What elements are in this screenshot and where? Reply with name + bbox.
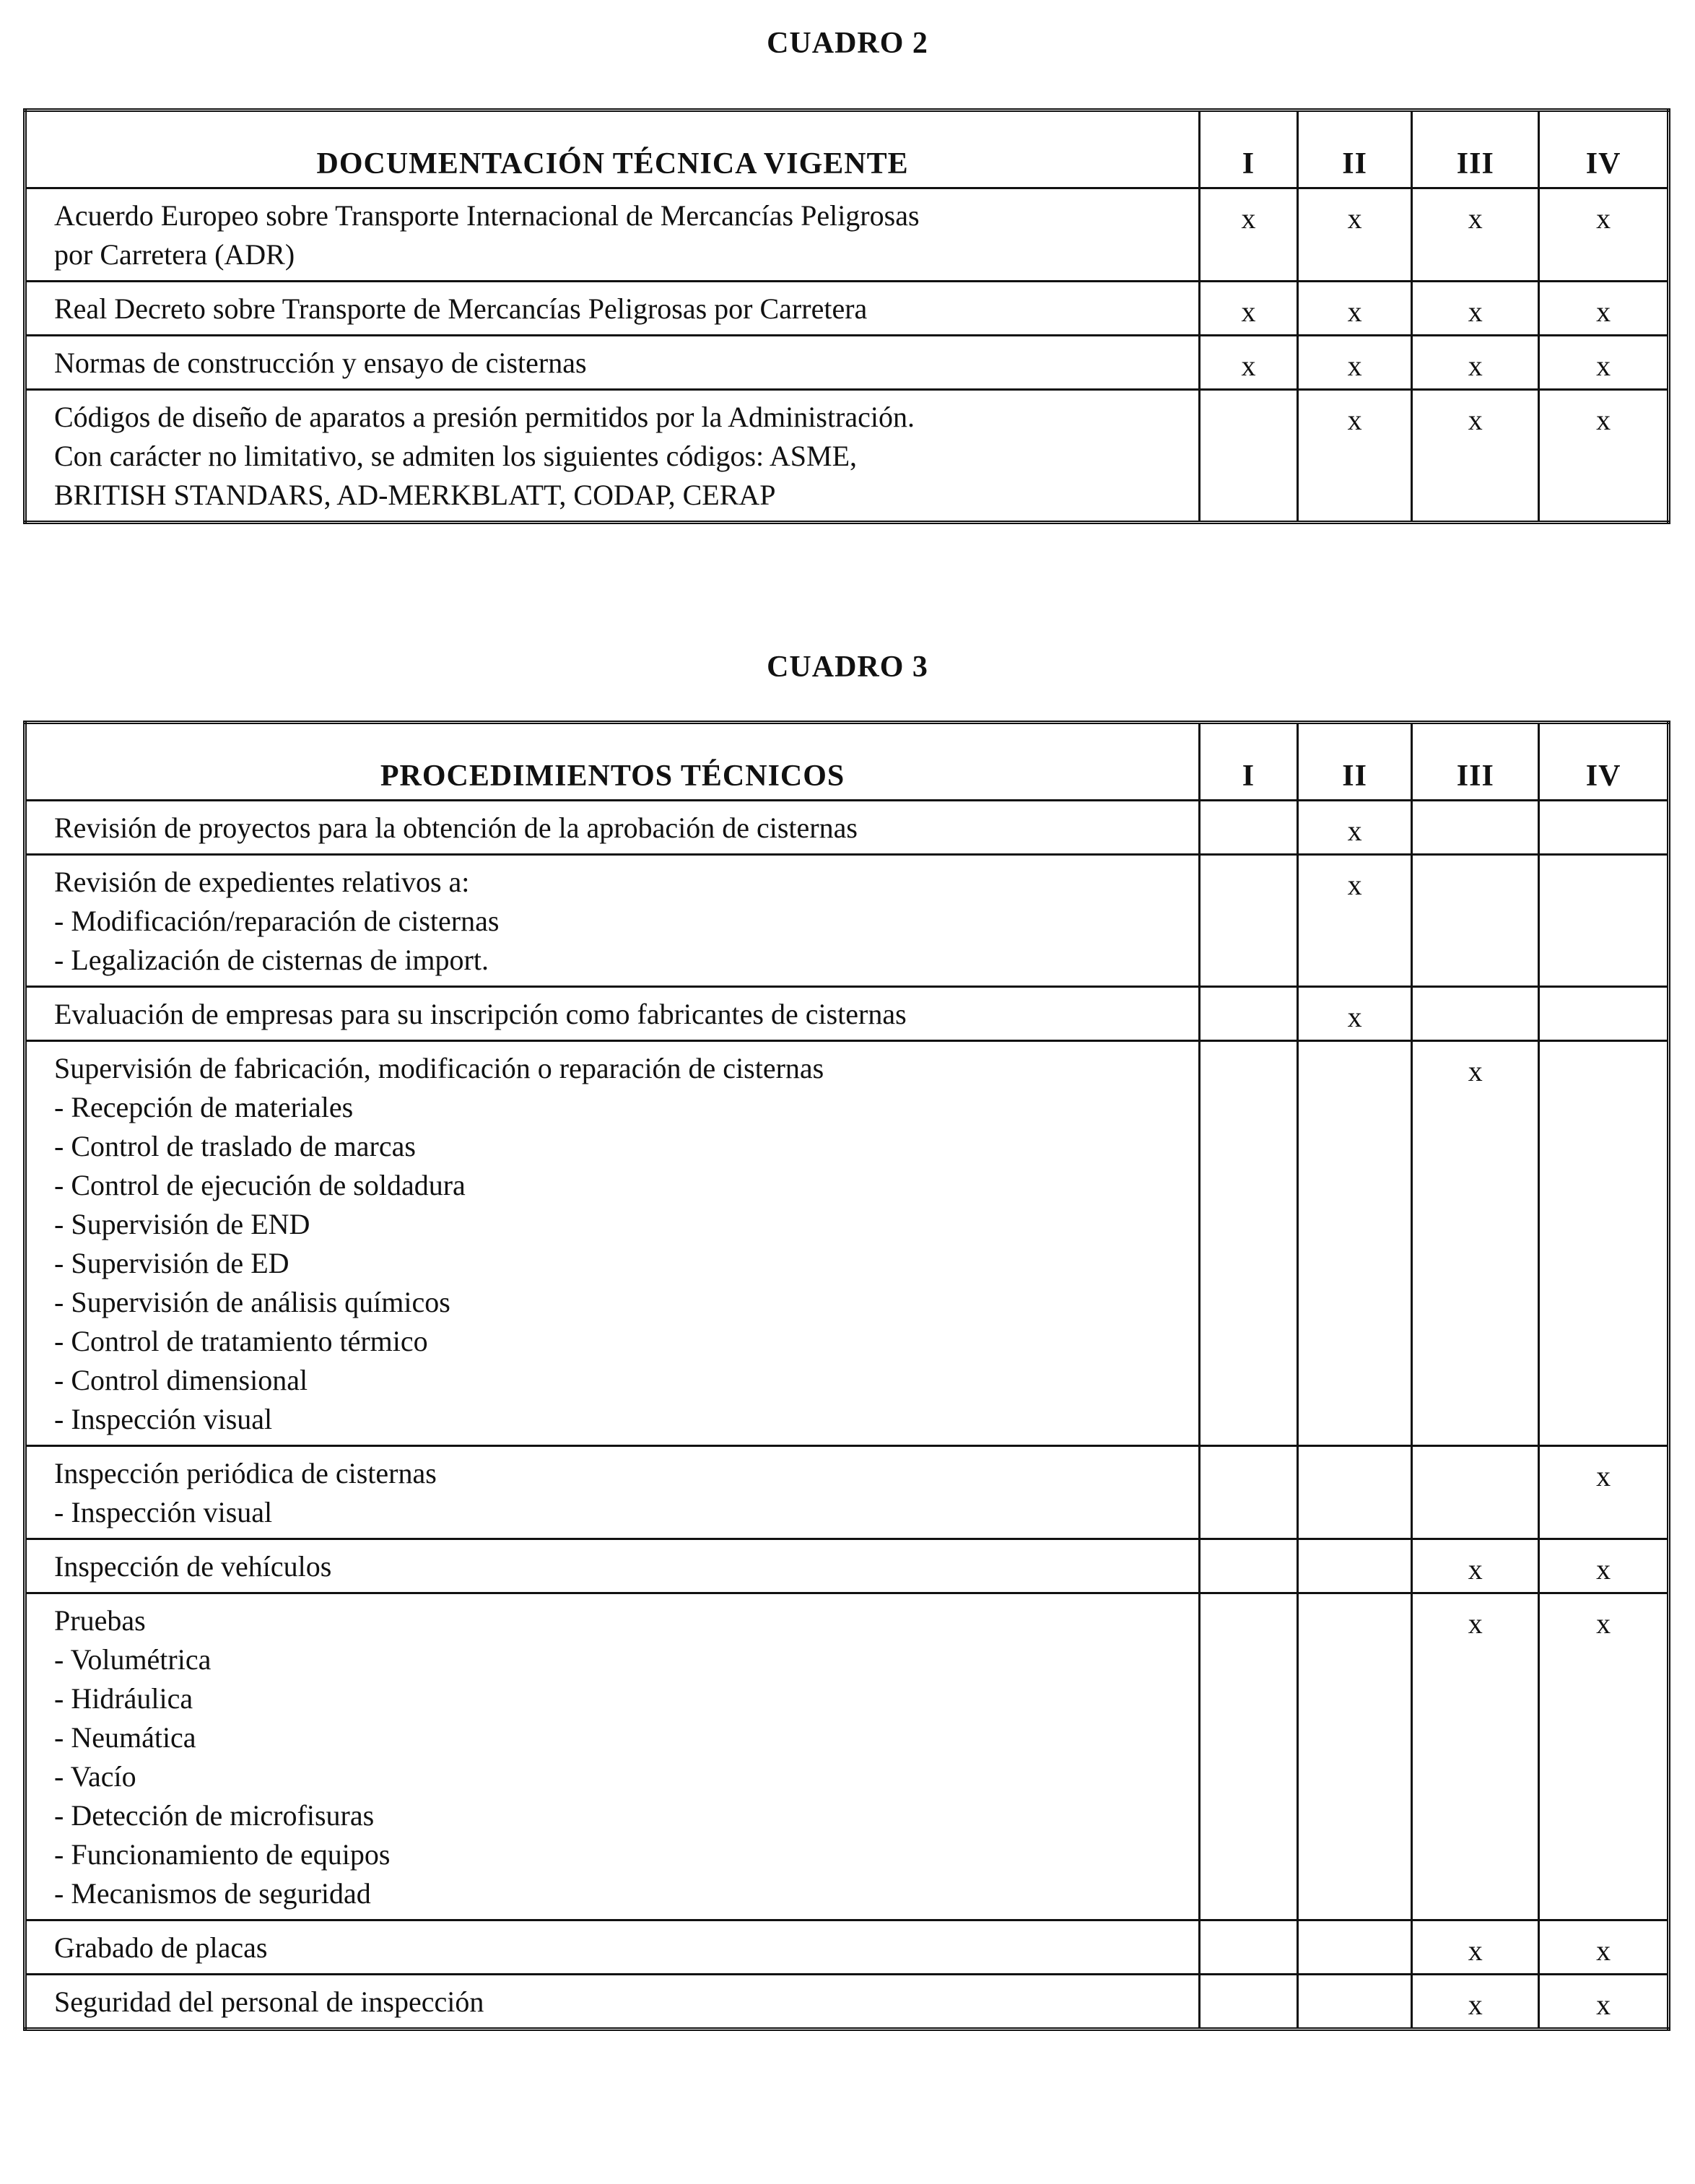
description-line: - Modificación/reparación de cisternas [54, 905, 500, 937]
column-header-title: DOCUMENTACIÓN TÉCNICA VIGENTE [25, 110, 1200, 188]
level-mark-cell: x [1412, 1975, 1539, 2029]
header-row [25, 110, 1669, 188]
description-line: - Control de ejecución de soldadura [54, 1169, 466, 1201]
level-mark-cell [1200, 801, 1298, 855]
description-line: BRITISH STANDARS, AD-MERKBLATT, CODAP, CERAP [54, 479, 776, 511]
level-mark-cell: x [1539, 1539, 1669, 1593]
row-description [25, 1975, 1200, 2029]
row-description [25, 390, 1200, 523]
level-mark-cell [1200, 390, 1298, 523]
column-header-level: I [1200, 110, 1298, 188]
cuadro-3-caption: CUADRO 3 [767, 651, 928, 684]
description-line: - Control de traslado de marcas [54, 1130, 416, 1162]
column-header-level: IV [1539, 723, 1669, 801]
level-mark-cell [1412, 987, 1539, 1041]
column-header-level: II [1297, 723, 1412, 801]
level-mark-cell: x [1297, 390, 1412, 523]
level-mark-cell: x [1539, 390, 1669, 523]
level-mark-cell [1412, 801, 1539, 855]
description-line: - Control dimensional [54, 1364, 308, 1396]
level-mark-cell [1539, 1041, 1669, 1446]
level-mark-cell [1297, 1975, 1412, 2029]
column-header-level: II [1297, 110, 1412, 188]
description-line: - Mecanismos de seguridad [54, 1877, 371, 1910]
level-mark-cell [1200, 1539, 1298, 1593]
level-mark-cell: x [1412, 336, 1539, 390]
column-header-level: I [1200, 723, 1298, 801]
description-line: Real Decreto sobre Transporte de Mercancías Peligrosas por Carretera [54, 292, 868, 325]
table-row [25, 390, 1669, 523]
level-mark-cell: x [1539, 188, 1669, 282]
level-mark-cell: x [1412, 1920, 1539, 1975]
level-mark-cell: x [1539, 1446, 1669, 1539]
level-mark-cell: x [1539, 1593, 1669, 1920]
row-description [25, 282, 1200, 336]
description-line: Grabado de placas [54, 1931, 268, 1964]
table-row [25, 1539, 1669, 1593]
description-line: Pruebas [54, 1604, 146, 1637]
description-line: Seguridad del personal de inspección [54, 1985, 484, 2018]
level-mark-cell: x [1200, 282, 1298, 336]
description-line: Acuerdo Europeo sobre Transporte Internacional de Mercancías Peligrosas [54, 199, 920, 232]
description-line: - Supervisión de análisis químicos [54, 1286, 450, 1318]
row-description [25, 1593, 1200, 1920]
table-row [25, 1041, 1669, 1446]
level-mark-cell [1200, 1593, 1298, 1920]
table-row [25, 855, 1669, 987]
level-mark-cell: x [1539, 336, 1669, 390]
level-mark-cell: x [1412, 390, 1539, 523]
level-mark-cell: x [1297, 188, 1412, 282]
level-mark-cell [1200, 1920, 1298, 1975]
table-row [25, 1920, 1669, 1975]
level-mark-cell [1539, 987, 1669, 1041]
description-line: Inspección periódica de cisternas [54, 1457, 437, 1489]
level-mark-cell: x [1297, 987, 1412, 1041]
description-line: - Supervisión de ED [54, 1247, 289, 1279]
level-mark-cell: x [1412, 1539, 1539, 1593]
row-description [25, 188, 1200, 282]
header-row [25, 723, 1669, 801]
level-mark-cell: x [1297, 336, 1412, 390]
cuadro-2-caption: CUADRO 2 [767, 27, 928, 60]
level-mark-cell [1297, 1446, 1412, 1539]
row-description [25, 336, 1200, 390]
level-mark-cell [1297, 1539, 1412, 1593]
level-mark-cell: x [1200, 336, 1298, 390]
description-line: Evaluación de empresas para su inscripción como fabricantes de cisternas [54, 998, 907, 1030]
description-line: Inspección de vehículos [54, 1550, 332, 1583]
level-mark-cell [1200, 987, 1298, 1041]
level-mark-cell [1200, 1446, 1298, 1539]
table-row [25, 336, 1669, 390]
description-line: - Funcionamiento de equipos [54, 1838, 391, 1871]
table-row [25, 801, 1669, 855]
description-line: Con carácter no limitativo, se admiten los siguientes códigos: ASME, [54, 440, 858, 472]
level-mark-cell [1200, 1041, 1298, 1446]
level-mark-cell [1539, 801, 1669, 855]
level-mark-cell: x [1412, 282, 1539, 336]
description-line: - Control de tratamiento térmico [54, 1325, 428, 1357]
level-mark-cell [1200, 855, 1298, 987]
row-description [25, 987, 1200, 1041]
row-description [25, 855, 1200, 987]
table-row [25, 282, 1669, 336]
level-mark-cell: x [1539, 1920, 1669, 1975]
column-header-title: PROCEDIMIENTOS TÉCNICOS [25, 723, 1200, 801]
table-row [25, 987, 1669, 1041]
level-mark-cell: x [1200, 188, 1298, 282]
level-mark-cell [1412, 1446, 1539, 1539]
description-line: - Inspección visual [54, 1403, 273, 1435]
description-line: - Inspección visual [54, 1496, 273, 1528]
row-description [25, 1041, 1200, 1446]
description-line: - Supervisión de END [54, 1208, 310, 1240]
description-line: - Neumática [54, 1721, 196, 1754]
row-description [25, 1539, 1200, 1593]
cuadro-2-table [23, 108, 1670, 524]
level-mark-cell [1412, 855, 1539, 987]
cuadro-3-table [23, 721, 1670, 2031]
description-line: - Recepción de materiales [54, 1091, 354, 1123]
description-line: - Hidráulica [54, 1682, 193, 1715]
column-header-level: III [1412, 110, 1539, 188]
description-line: Normas de construcción y ensayo de cisternas [54, 347, 587, 379]
level-mark-cell: x [1297, 801, 1412, 855]
row-description [25, 1920, 1200, 1975]
description-line: Códigos de diseño de aparatos a presión permitidos por la Administración. [54, 401, 915, 433]
table-row [25, 1975, 1669, 2029]
description-line: Revisión de proyectos para la obtención de la aprobación de cisternas [54, 812, 858, 844]
column-header-level: IV [1539, 110, 1669, 188]
row-description [25, 1446, 1200, 1539]
description-line: Revisión de expedientes relativos a: [54, 866, 470, 898]
level-mark-cell [1297, 1041, 1412, 1446]
table-row [25, 1446, 1669, 1539]
level-mark-cell [1297, 1593, 1412, 1920]
description-line: - Vacío [54, 1760, 136, 1793]
row-description [25, 801, 1200, 855]
level-mark-cell [1297, 1920, 1412, 1975]
level-mark-cell: x [1539, 1975, 1669, 2029]
column-header-level: III [1412, 723, 1539, 801]
level-mark-cell: x [1412, 1593, 1539, 1920]
level-mark-cell: x [1412, 1041, 1539, 1446]
level-mark-cell: x [1412, 188, 1539, 282]
table-row [25, 1593, 1669, 1920]
level-mark-cell: x [1539, 282, 1669, 336]
level-mark-cell: x [1297, 855, 1412, 987]
description-line: - Detección de microfisuras [54, 1799, 375, 1832]
description-line: Supervisión de fabricación, modificación o reparación de cisternas [54, 1052, 824, 1084]
table-row [25, 188, 1669, 282]
description-line: - Volumétrica [54, 1643, 212, 1676]
description-line: por Carretera (ADR) [54, 238, 295, 271]
level-mark-cell [1539, 855, 1669, 987]
level-mark-cell [1200, 1975, 1298, 2029]
level-mark-cell: x [1297, 282, 1412, 336]
description-line: - Legalización de cisternas de import. [54, 944, 489, 976]
